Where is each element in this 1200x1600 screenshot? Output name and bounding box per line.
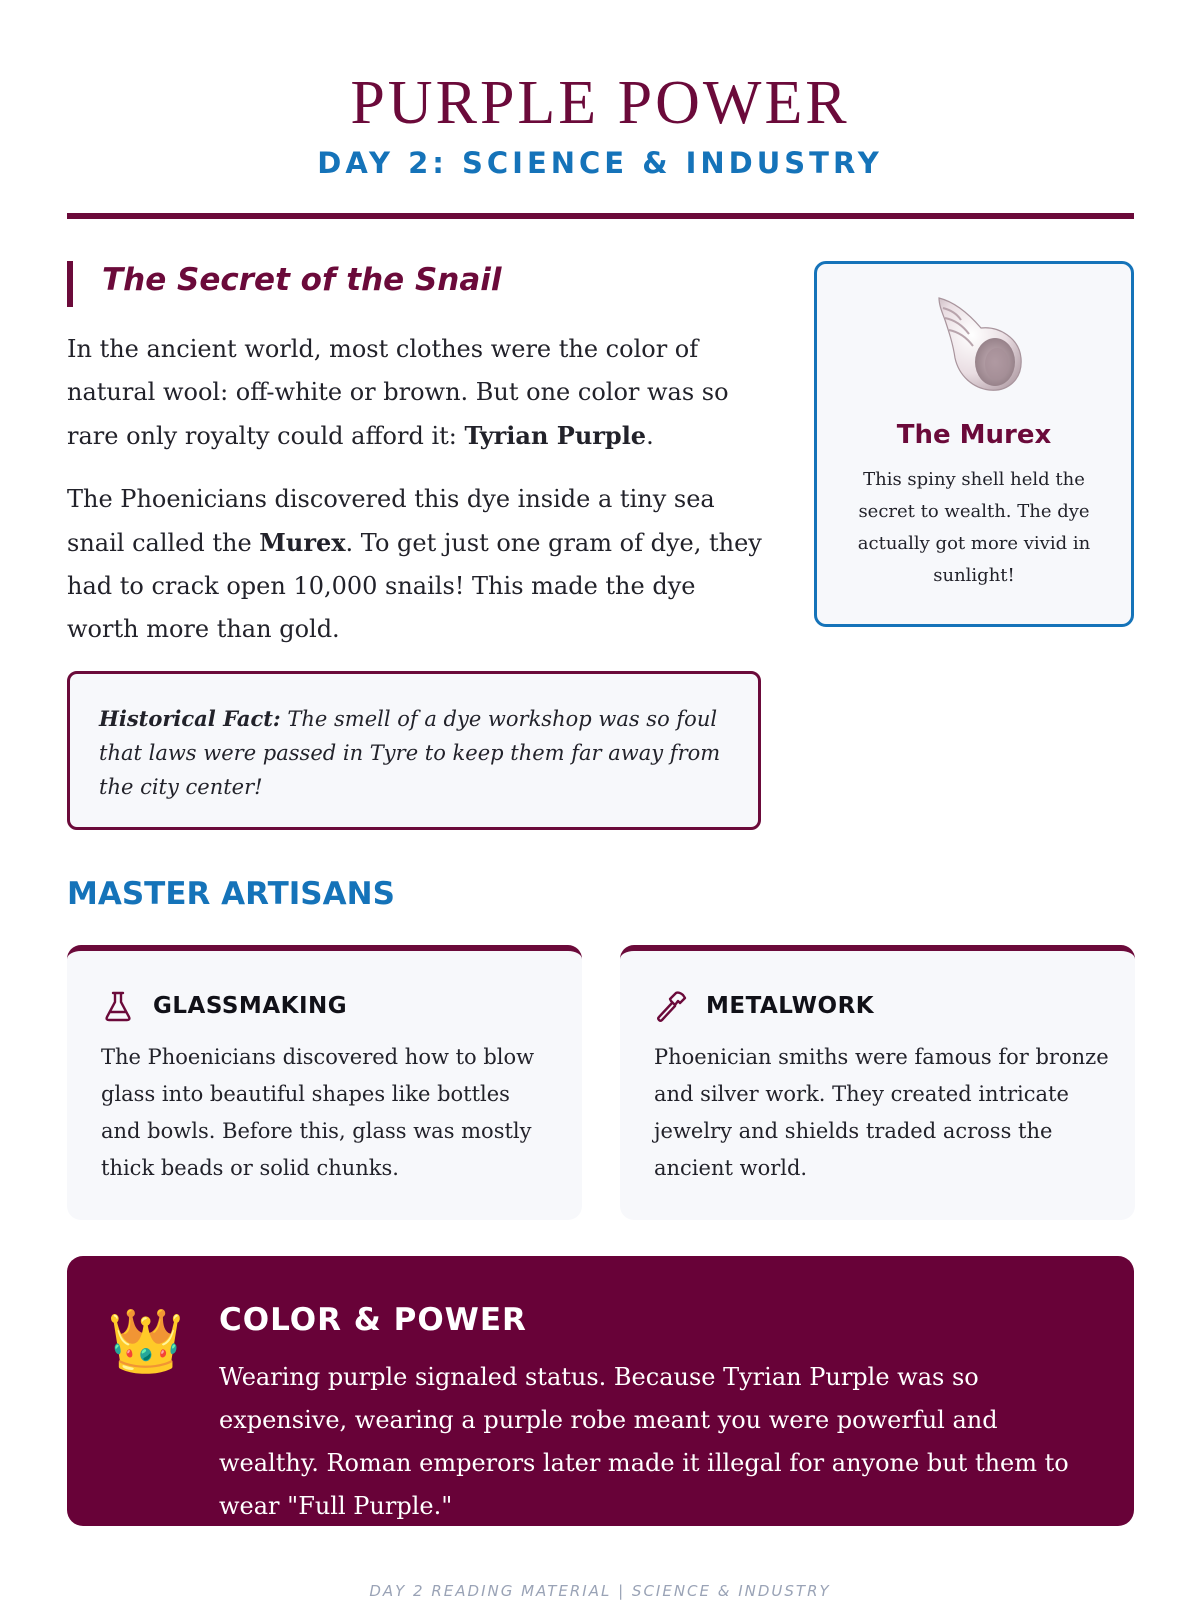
highlight-murex: Murex xyxy=(259,528,346,557)
flask-icon xyxy=(101,989,135,1023)
murex-card-text: This spiny shell held the secret to wealth. The dye actually got more vivid in sunlight! xyxy=(857,469,1091,586)
page-title: PURPLE POWER xyxy=(350,69,850,137)
color-power-title: COLOR & POWER xyxy=(219,1302,527,1338)
color-power-text: Wearing purple signaled status. Because Tyrian Purple was so expensive, wearing a purple robe meant you were powerful and wealthy. Roman emperors later made it illegal for anyone but them to wear "Full Purple." xyxy=(219,1363,1069,1520)
shell-icon xyxy=(925,292,1029,396)
murex-card xyxy=(814,261,1134,627)
header-divider xyxy=(67,213,1134,219)
section-accent-bar xyxy=(67,261,73,307)
murex-card-title: The Murex xyxy=(896,420,1052,450)
page-subtitle: DAY 2: SCIENCE & INDUSTRY xyxy=(317,146,883,180)
artisan-card-title: GLASSMAKING xyxy=(153,993,348,1019)
artisan-card-title: METALWORK xyxy=(706,993,875,1019)
fact-label: Historical Fact: xyxy=(99,706,281,731)
crown-icon: 👑 xyxy=(107,1304,185,1377)
paragraph-ancient-world xyxy=(67,328,762,458)
artisan-card-metalwork xyxy=(620,945,1135,1220)
section-heading-snail: The Secret of the Snail xyxy=(102,262,502,298)
artisan-card-text: Phoenician smiths were famous for bronze and silver work. They created intricate jewelry and shields traded across the ancient world. xyxy=(654,1045,1109,1180)
paragraph-text: . xyxy=(646,422,654,450)
paragraph-phoenicians xyxy=(67,478,762,651)
paragraph-text: The Phoenicians discovered this dye inside a tiny sea snail called the xyxy=(67,485,715,557)
hammer-icon xyxy=(654,989,688,1023)
artisan-card-glassmaking xyxy=(67,945,582,1220)
highlight-tyrian-purple: Tyrian Purple xyxy=(464,421,647,450)
artisan-card-text: The Phoenicians discovered how to blow glass into beautiful shapes like bottles and bowls. Before this, glass was mostly thick beads or solid chunks. xyxy=(101,1045,535,1180)
historical-fact-box xyxy=(67,671,761,830)
color-power-box xyxy=(67,1256,1134,1526)
section-heading-artisans: MASTER ARTISANS xyxy=(67,876,395,912)
page-footer: DAY 2 READING MATERIAL | SCIENCE & INDUSTRY xyxy=(369,1582,831,1600)
fact-text: The smell of a dye workshop was so foul that laws were passed in Tyre to keep them far away from the city center! xyxy=(99,707,721,799)
paragraph-text: In the ancient world, most clothes were the color of natural wool: off-white or brown. But one color was so rare only royalty could afford it: xyxy=(67,335,729,450)
paragraph-text: . To get just one gram of dye, they had to crack open 10,000 snails! This made the dye worth more than gold. xyxy=(67,529,762,643)
